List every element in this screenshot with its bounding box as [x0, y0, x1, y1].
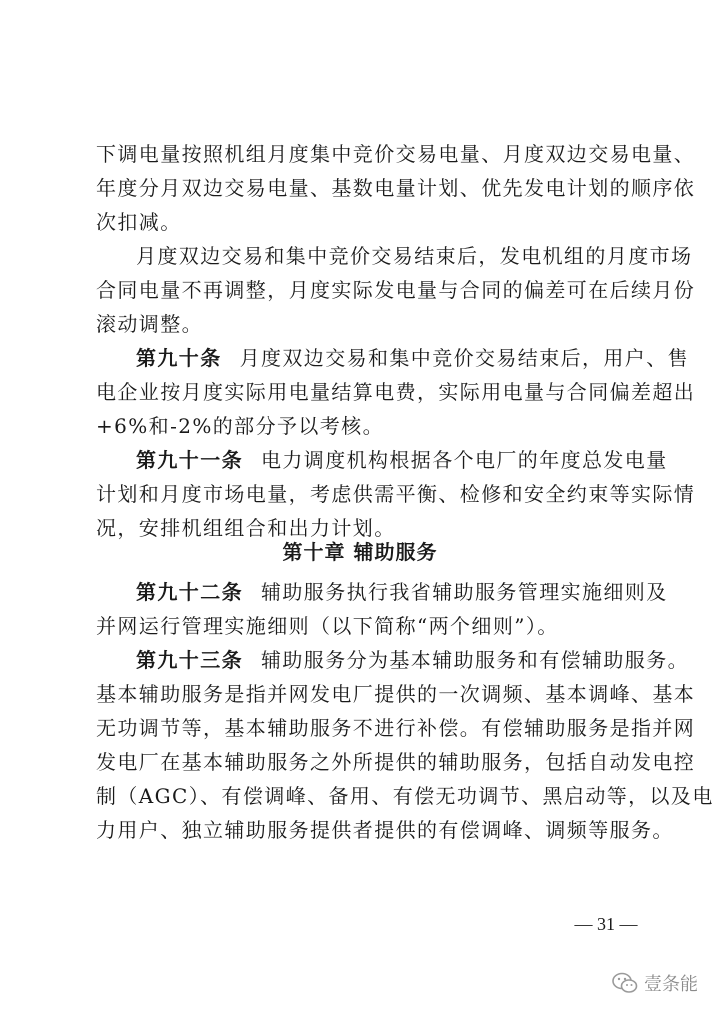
paragraph-line: 计划和月度市场电量，考虑供需平衡、检修和安全约束等实际情 — [96, 482, 696, 506]
paragraph-line: +6%和-2%的部分予以考核。 — [96, 414, 384, 438]
page-number: — 31 — — [574, 914, 638, 934]
article-text: 辅助服务执行我省辅助服务管理实施细则及 — [261, 580, 668, 604]
paragraph-line: 并网运行管理实施细则（以下简称“两个细则”）。 — [96, 614, 559, 638]
article-number: 第九十一条 — [136, 448, 243, 472]
paragraph-line: 发电厂在基本辅助服务之外所提供的辅助服务，包括自动发电控 — [96, 750, 696, 774]
chapter-heading: 第十章 辅助服务 — [282, 540, 438, 564]
paragraph-line — [136, 446, 668, 474]
paragraph-line — [136, 578, 668, 606]
watermark — [612, 968, 698, 998]
article-number: 第九十条 — [136, 346, 222, 370]
paragraph-line: 制（AGC）、有偿调峰、备用、有偿无功调节、黑启动等，以及电 — [96, 784, 714, 808]
wechat-icon — [612, 972, 638, 994]
paragraph-line: 滚动调整。 — [96, 312, 203, 336]
article-text: 辅助服务分为基本辅助服务和有偿辅助服务。 — [261, 648, 689, 672]
article-text: 月度双边交易和集中竞价交易结束后，用户、售 — [239, 346, 690, 370]
paragraph-line: 无功调节等，基本辅助服务不进行补偿。有偿辅助服务是指并网 — [96, 716, 696, 740]
paragraph-line: 电企业按月度实际用电量结算电费，实际用电量与合同偏差超出 — [96, 380, 696, 404]
paragraph-line: 月度双边交易和集中竞价交易结束后，发电机组的月度市场 — [136, 244, 693, 268]
paragraph-line — [136, 646, 689, 674]
paragraph-line — [136, 344, 690, 372]
paragraph-line: 基本辅助服务是指并网发电厂提供的一次调频、基本调峰、基本 — [96, 682, 696, 706]
paragraph-line: 合同电量不再调整，月度实际发电量与合同的偏差可在后续月份 — [96, 278, 696, 302]
watermark-text: 壹条能 — [644, 974, 698, 995]
article-number: 第九十三条 — [136, 648, 243, 672]
article-number: 第九十二条 — [136, 580, 243, 604]
paragraph-line: 下调电量按照机组月度集中竞价交易电量、月度双边交易电量、 — [96, 142, 696, 166]
paragraph-line: 力用户、独立辅助服务提供者提供的有偿调峰、调频等服务。 — [96, 818, 674, 842]
paragraph-line: 年度分月双边交易电量、基数电量计划、优先发电计划的顺序依 — [96, 176, 696, 200]
paragraph-line: 况，安排机组组合和出力计划。 — [96, 516, 396, 540]
article-text: 电力调度机构根据各个电厂的年度总发电量 — [261, 448, 668, 472]
paragraph-line: 次扣减。 — [96, 210, 182, 234]
